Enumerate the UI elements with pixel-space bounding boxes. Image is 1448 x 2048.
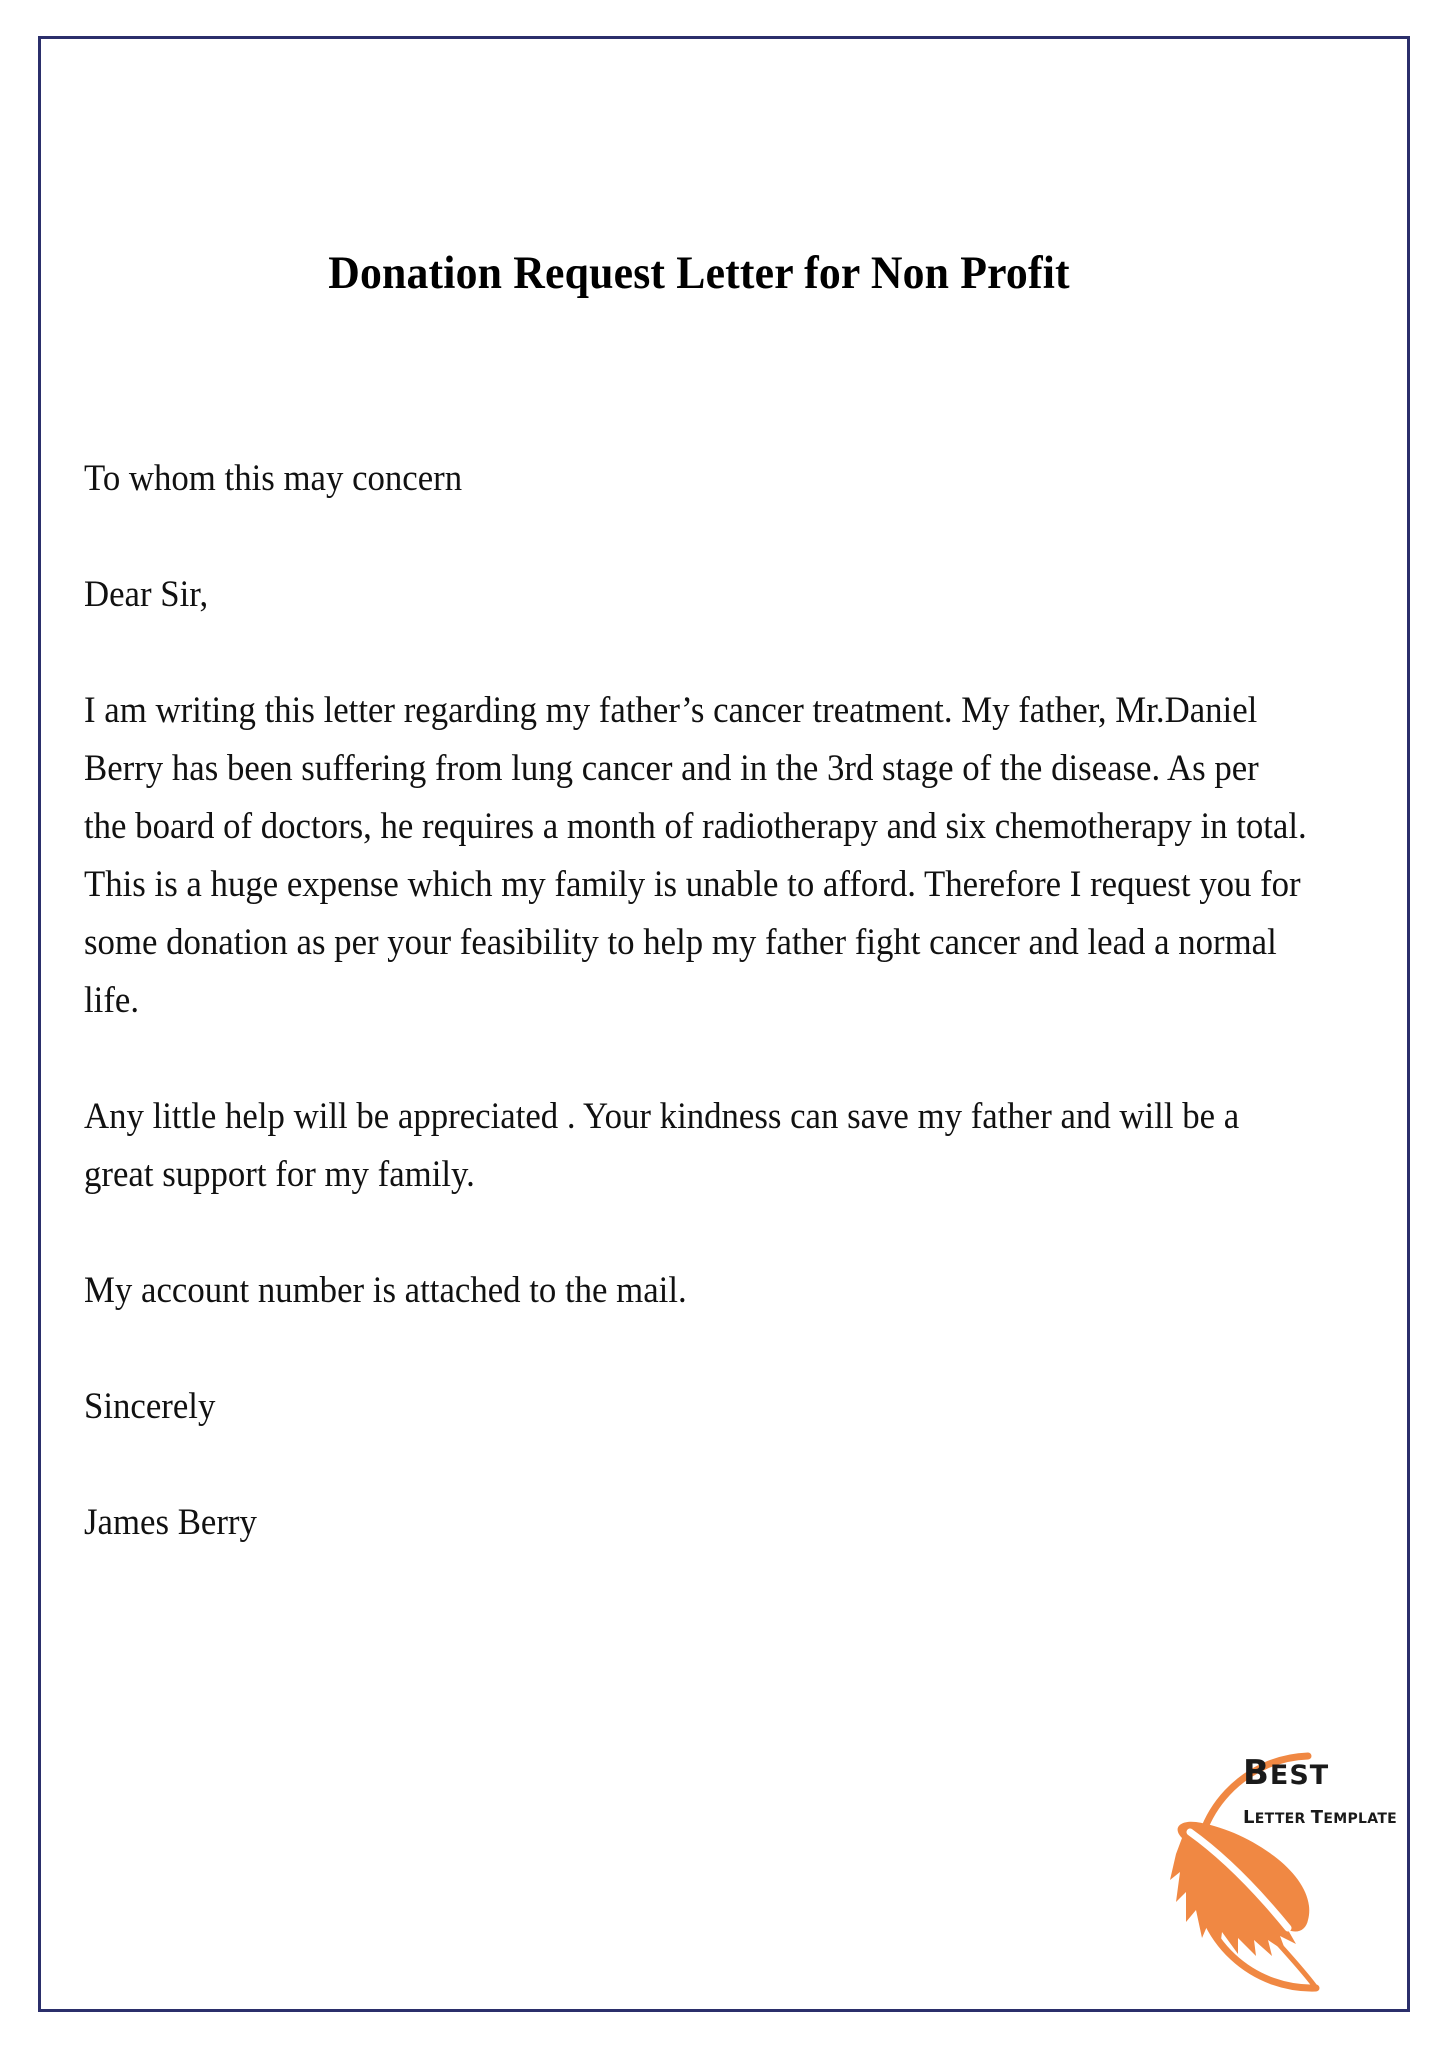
logo-tagline-rest-2: EMPLATE (1323, 1811, 1398, 1827)
closing-line: Sincerely (84, 1385, 216, 1427)
spacer (84, 1030, 1310, 1088)
logo-tagline-rest-1: ETTER (1254, 1811, 1311, 1827)
logo-brand-initial: B (1243, 1753, 1270, 1793)
spacer (84, 1204, 1310, 1262)
letter-content (84, 90, 1314, 1552)
letter-text-block (84, 450, 1310, 1552)
spacer (84, 1320, 1310, 1378)
logo-tagline (1243, 1809, 1397, 1827)
logo-brand-name (1243, 1753, 1330, 1793)
spacer (84, 508, 1310, 566)
paragraph-three: My account number is attached to the mail. (84, 1269, 687, 1311)
title-body-spacer (84, 300, 1314, 450)
recipient-line: To whom this may concern (84, 457, 463, 499)
brand-logo (1138, 1716, 1406, 2006)
salutation-line: Dear Sir, (84, 573, 209, 615)
spacer (84, 1436, 1310, 1494)
spacer (84, 624, 1310, 682)
logo-brand-rest: EST (1269, 1760, 1330, 1791)
paragraph-two: Any little help will be appreciated . Your kindness can save my father and will be a great support for my family. (84, 1095, 1240, 1195)
logo-tagline-initial-2: T (1310, 1807, 1324, 1828)
logo-tagline-initial-1: L (1243, 1807, 1255, 1828)
page-title: Donation Request Letter for Non Profit (328, 247, 1070, 299)
signature-name: James Berry (84, 1501, 257, 1543)
paragraph-one: I am writing this letter regarding my father’s cancer treatment. My father, Mr.Daniel Berry has been suffering from lung cancer and in the 3rd stage of the disease. As per the board of doctors, he requires a month of radiotherapy and six chemotherapy in total. This is a huge expense which my family is unable to afford. Therefore I request you for some donation as per your feasibility to help my father fight cancer and lead a normal life. (84, 689, 1307, 1021)
